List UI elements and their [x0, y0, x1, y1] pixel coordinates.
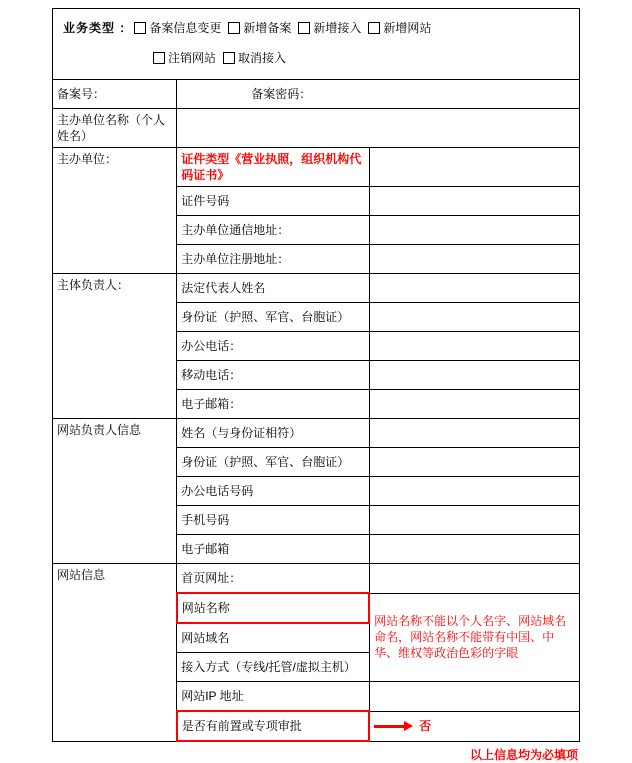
table-row-legal-rep-name [53, 274, 580, 303]
checkbox-icon[interactable] [134, 22, 146, 34]
checkbox-label: 注销网站 [168, 51, 217, 65]
table-row-cert-type [53, 148, 580, 187]
table-row-homepage-url [53, 564, 580, 594]
record-filing-form [52, 8, 580, 763]
checkbox-icon[interactable] [153, 52, 165, 64]
checkbox-label: 备案信息变更 [149, 21, 222, 35]
checkbox-record-change[interactable] [134, 17, 221, 39]
footer-required-note: 以上信息均为必填项 [469, 748, 578, 762]
mail-address-label: 主办单位通信地址： [177, 216, 369, 245]
pre-approval-answer: 否 [419, 719, 432, 733]
site-ip-value[interactable] [369, 682, 579, 712]
site-principal-email-value[interactable] [369, 535, 579, 564]
checkbox-label: 取消接入 [238, 51, 287, 65]
principal-office-phone-label: 办公电话： [177, 332, 369, 361]
record-no-label: 备案号： [53, 80, 177, 109]
sponsor-unit-name-label: 主办单位名称（个人姓名） [53, 109, 177, 148]
checkbox-icon[interactable] [228, 22, 240, 34]
filing-form-table [52, 79, 580, 742]
record-password-cell[interactable] [177, 80, 580, 109]
site-principal-office-phone-label: 办公电话号码 [177, 477, 369, 506]
reg-address-label: 主办单位注册地址： [177, 245, 369, 274]
table-row-sponsor-unit-name [53, 109, 580, 148]
table-row-site-principal-name [53, 419, 580, 448]
business-type-line-1 [53, 17, 579, 39]
table-row-record-no [53, 80, 580, 109]
checkbox-icon[interactable] [298, 22, 310, 34]
site-principal-email-label: 电子邮箱 [177, 535, 369, 564]
site-ip-label: 网站IP 地址 [177, 682, 369, 712]
site-domain-label: 网站域名 [177, 623, 369, 653]
principal-mobile-label: 移动电话： [177, 361, 369, 390]
business-type-line-2 [53, 47, 579, 69]
site-principal-name-label: 姓名（与身份证相符） [177, 419, 369, 448]
legal-rep-name-value[interactable] [369, 274, 579, 303]
annotation-arrow-row [374, 718, 575, 734]
site-principal-name-value[interactable] [369, 419, 579, 448]
principal-id-value[interactable] [369, 303, 579, 332]
site-name-note: 网站名称不能以个人名字、网站域名命名，网站名称不能带有中国、中华、维权等政治色彩的字眼 [369, 593, 579, 682]
sponsor-unit-name-value[interactable] [177, 109, 580, 148]
cert-type-value[interactable] [369, 148, 579, 187]
homepage-url-label: 首页网址： [177, 564, 369, 594]
pre-approval-label: 是否有前置或专项审批 [177, 711, 369, 741]
principal-office-phone-value[interactable] [369, 332, 579, 361]
cert-type-label: 证件类型《营业执照，组织机构代码证书》 [177, 148, 369, 187]
business-type-header [52, 8, 580, 79]
homepage-url-value[interactable] [369, 564, 579, 594]
site-principal-id-label: 身份证（护照、军官、台胞证） [177, 448, 369, 477]
arrow-right-icon [374, 721, 413, 731]
legal-rep-name-label: 法定代表人姓名 [177, 274, 369, 303]
principal-email-label: 电子邮箱： [177, 390, 369, 419]
cert-number-label: 证件号码 [177, 187, 369, 216]
business-type-label: 业务类型 ： [63, 21, 133, 35]
reg-address-value[interactable] [369, 245, 579, 274]
cert-number-value[interactable] [369, 187, 579, 216]
mail-address-value[interactable] [369, 216, 579, 245]
principal-id-label: 身份证（护照、军官、台胞证） [177, 303, 369, 332]
checkbox-cancel-website[interactable] [153, 47, 216, 69]
site-principal-mobile-label: 手机号码 [177, 506, 369, 535]
checkbox-icon[interactable] [368, 22, 380, 34]
site-name-label: 网站名称 [177, 593, 369, 623]
checkbox-label: 新增网站 [383, 21, 432, 35]
checkbox-new-website[interactable] [368, 17, 431, 39]
checkbox-new-access[interactable] [298, 17, 361, 39]
record-password-label: 备案密码： [251, 87, 312, 101]
site-info-label: 网站信息 [53, 564, 177, 742]
checkbox-icon[interactable] [223, 52, 235, 64]
checkbox-label: 新增接入 [313, 21, 362, 35]
site-principal-id-value[interactable] [369, 448, 579, 477]
checkbox-cancel-access[interactable] [223, 47, 286, 69]
pre-approval-answer-cell [369, 711, 579, 741]
principal-email-value[interactable] [369, 390, 579, 419]
site-principal-mobile-value[interactable] [369, 506, 579, 535]
site-principal-office-phone-value[interactable] [369, 477, 579, 506]
principal-mobile-value[interactable] [369, 361, 579, 390]
access-type-label: 接入方式（专线/托管/虚拟主机） [177, 653, 369, 682]
principal-label: 主体负责人： [53, 274, 177, 419]
site-principal-label: 网站负责人信息 [53, 419, 177, 564]
checkbox-new-record[interactable] [228, 17, 291, 39]
checkbox-label: 新增备案 [243, 21, 292, 35]
sponsor-unit-label: 主办单位： [53, 148, 177, 274]
